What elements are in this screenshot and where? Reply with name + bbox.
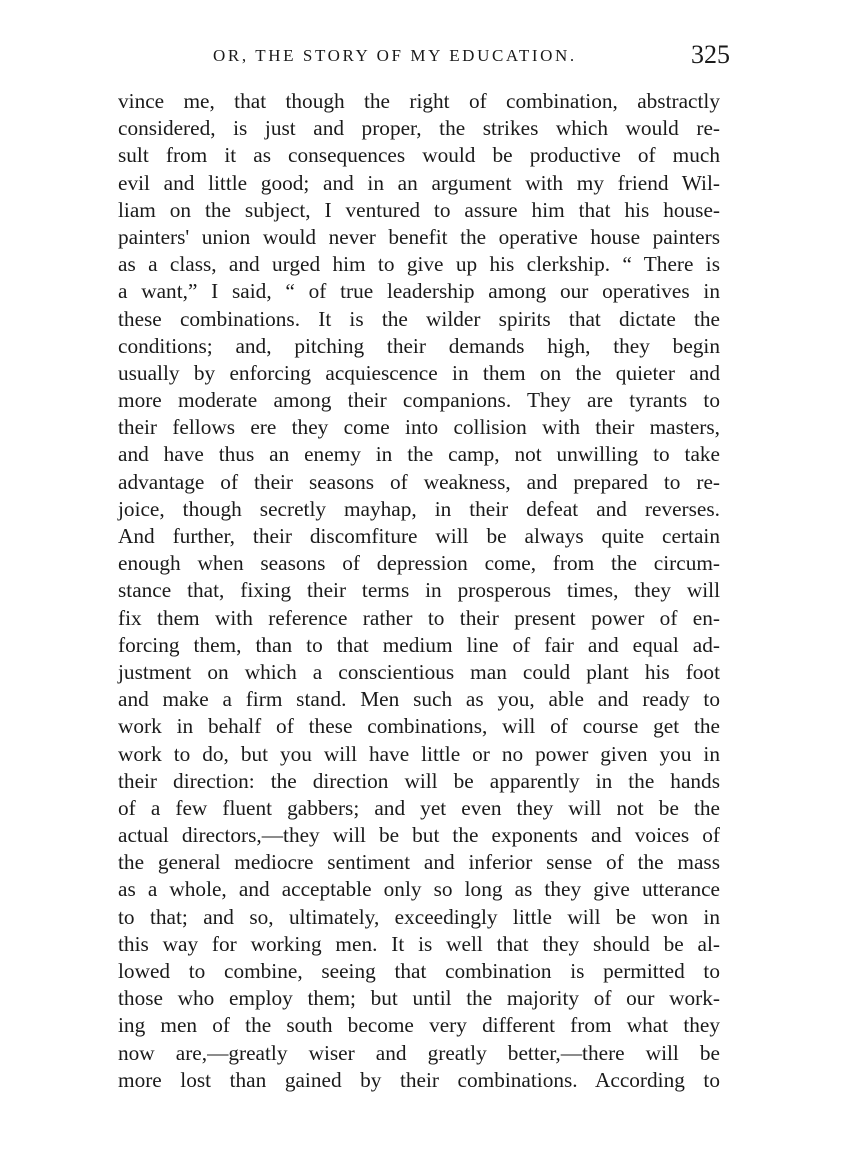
text-line: and have thus an enemy in the camp, not unwilling to take [118, 442, 720, 467]
text-line: liam on the subject, I ventured to assure him that his house- [118, 197, 720, 222]
text-line: evil and little good; and in an argument with my friend Wil- [118, 170, 720, 195]
text-line: as a class, and urged him to give up his clerkship. “ There is [118, 252, 720, 277]
text-line: stance that, fixing their terms in prosperous times, they will [118, 578, 720, 603]
text-line: enough when seasons of depression come, from the circum- [118, 551, 720, 576]
text-line: usually by enforcing acquiescence in them on the quieter and [118, 360, 720, 385]
text-line: sult from it as consequences would be productive of much [118, 143, 720, 168]
text-line: those who employ them; but until the majority of our work- [118, 986, 720, 1011]
text-line: and make a firm stand. Men such as you, able and ready to [118, 687, 720, 712]
text-line: vince me, that though the right of combination, abstractly [118, 89, 720, 113]
body-text [118, 88, 720, 1094]
text-line: now are,—greatly wiser and greatly better,—there will be [118, 1040, 720, 1065]
text-line: justment on which a conscientious man could plant his foot [118, 659, 720, 684]
text-line: actual directors,—they will be but the exponents and voices of [118, 823, 720, 848]
text-line: conditions; and, pitching their demands high, they begin [118, 333, 720, 358]
page-number: 325 [691, 40, 730, 69]
text-line: the general mediocre sentiment and inferior sense of the mass [118, 850, 720, 875]
text-line: to that; and so, ultimately, exceedingly little will be won in [118, 904, 720, 929]
text-line: this way for working men. It is well that they should be al- [118, 931, 720, 956]
text-line: And further, their discomfiture will be always quite certain [118, 524, 720, 548]
text-line: a want,” I said, “ of true leadership among our operatives in [118, 279, 720, 304]
text-line: joice, though secretly mayhap, in their defeat and reverses. [118, 496, 720, 521]
text-line: ing men of the south become very different from what they [118, 1013, 720, 1038]
running-title: OR, THE STORY OF MY EDUCATION. [213, 46, 577, 65]
text-line: considered, is just and proper, the strikes which would re- [118, 116, 720, 141]
running-head [118, 40, 730, 80]
text-line: their direction: the direction will be apparently in the hands [118, 768, 720, 793]
text-line: these combinations. It is the wilder spirits that dictate the [118, 306, 720, 331]
text-line: work in behalf of these combinations, will of course get the [118, 714, 720, 739]
text-line: painters' union would never benefit the operative house painters [118, 224, 720, 249]
text-line: more moderate among their companions. They are tyrants to [118, 388, 720, 413]
text-line: as a whole, and acceptable only so long as they give utterance [118, 877, 720, 902]
text-line: lowed to combine, seeing that combination is permitted to [118, 959, 720, 983]
text-line: forcing them, than to that medium line of fair and equal ad- [118, 632, 720, 657]
text-line: work to do, but you will have little or no power given you in [118, 741, 720, 766]
text-line: of a few fluent gabbers; and yet even they will not be the [118, 795, 720, 820]
text-line: fix them with reference rather to their present power of en- [118, 605, 720, 630]
text-line: more lost than gained by their combinations. According to [118, 1067, 720, 1092]
text-line: advantage of their seasons of weakness, and prepared to re- [118, 469, 720, 494]
text-line: their fellows ere they come into collision with their masters, [118, 415, 720, 440]
